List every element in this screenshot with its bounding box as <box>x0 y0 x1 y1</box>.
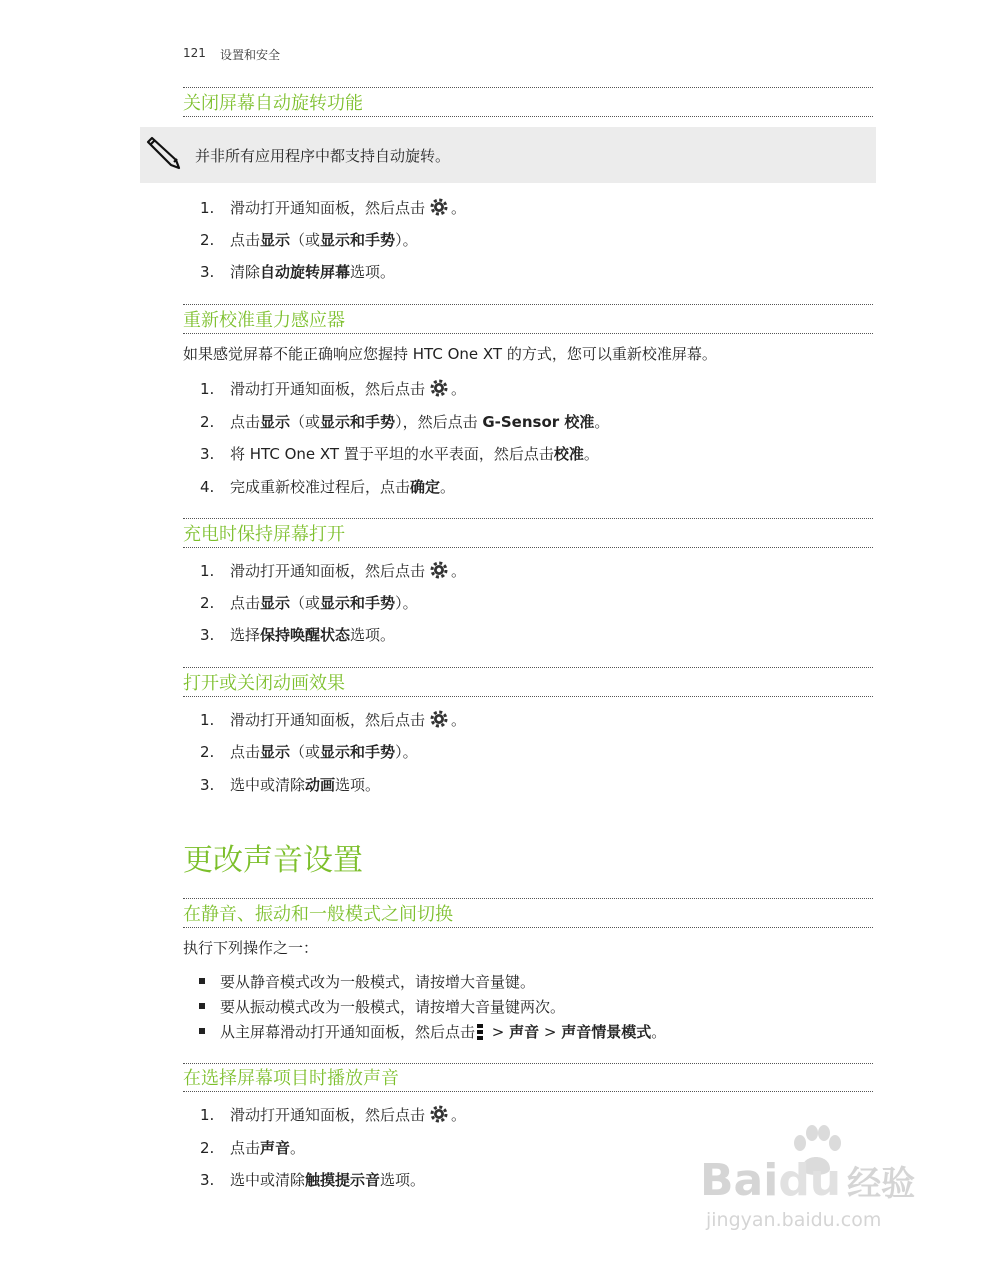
step-text: 选项。 <box>350 263 396 281</box>
ui-term: 显示和手势 <box>320 594 396 612</box>
step-text: 完成重新校准过程后，点击 <box>230 478 411 496</box>
list-item <box>200 774 380 796</box>
bullet-text: 。 <box>651 1023 667 1041</box>
step-text: 选项。 <box>350 626 396 644</box>
step-text: 将 HTC One XT 置于平坦的水平表面，然后点击 <box>230 445 554 463</box>
list-item <box>200 197 466 219</box>
list-item <box>200 411 609 433</box>
gear-icon <box>429 1104 449 1124</box>
divider <box>183 1091 873 1092</box>
step-number: 3. <box>200 776 215 794</box>
step-number: 3. <box>200 1171 215 1189</box>
step-text: 点击 <box>230 1139 261 1157</box>
bullet-text: 要从静音模式改为一般模式，请按增大音量键。 <box>220 973 536 991</box>
list-item <box>200 741 418 763</box>
step-text: 。 <box>451 562 467 580</box>
ui-term: 显示和手势 <box>320 231 396 249</box>
step-number: 3. <box>200 445 215 463</box>
list-item <box>200 476 455 498</box>
watermark-url: jingyan.baidu.com <box>706 1209 882 1231</box>
watermark <box>700 1125 940 1235</box>
step-text: ）。 <box>395 743 418 761</box>
step-text: ）。 <box>395 231 418 249</box>
step-text: 点击 <box>230 413 261 431</box>
vertical-dots-icon <box>477 1024 483 1040</box>
ui-term: 显示 <box>260 413 291 431</box>
step-number: 3. <box>200 626 215 644</box>
bullet-marker <box>199 1028 205 1034</box>
intro-text: 执行下列操作之一： <box>183 939 319 957</box>
step-text: 点击 <box>230 594 261 612</box>
step-text: 选中或清除 <box>230 1171 306 1189</box>
step-number: 2. <box>200 594 215 612</box>
step-text: 滑动打开通知面板，然后点击 <box>230 1106 426 1124</box>
step-text: 。 <box>451 199 467 217</box>
step-text: 点击 <box>230 743 261 761</box>
step-text: 。 <box>290 1139 306 1157</box>
step-text: （或 <box>290 594 321 612</box>
list-item <box>200 1104 466 1126</box>
list-item <box>200 229 418 251</box>
gear-icon <box>429 709 449 729</box>
step-text: 清除 <box>230 263 261 281</box>
ui-term: 显示和手势 <box>320 413 396 431</box>
step-text: 。 <box>451 1106 467 1124</box>
ui-term: 显示 <box>260 594 291 612</box>
ui-term: 声音情景模式 <box>561 1023 652 1041</box>
step-text: 滑动打开通知面板，然后点击 <box>230 199 426 217</box>
ui-term: G-Sensor 校准 <box>482 413 595 431</box>
gear-icon <box>429 560 449 580</box>
step-text: 滑动打开通知面板，然后点击 <box>230 380 426 398</box>
step-text: 。 <box>451 711 467 729</box>
bullet-item <box>199 971 535 993</box>
list-item <box>200 1137 305 1159</box>
step-number: 2. <box>200 413 215 431</box>
step-text: （或 <box>290 231 321 249</box>
list-item <box>200 709 466 731</box>
step-text: 滑动打开通知面板，然后点击 <box>230 562 426 580</box>
step-text: 选择 <box>230 626 261 644</box>
gear-icon <box>429 378 449 398</box>
list-item <box>200 560 466 582</box>
list-item <box>200 1169 425 1191</box>
divider <box>183 927 873 928</box>
step-text: 选项。 <box>335 776 381 794</box>
section-title: 充电时保持屏幕打开 <box>183 524 345 545</box>
step-text: 点击 <box>230 231 261 249</box>
pencil-icon <box>146 132 186 172</box>
ui-term: 自动旋转屏幕 <box>260 263 351 281</box>
step-text: ），然后点击 <box>395 413 483 431</box>
intro-text: 如果感觉屏幕不能正确响应您握持 HTC One XT 的方式，您可以重新校准屏幕。 <box>183 345 717 363</box>
note-text: 并非所有应用程序中都支持自动旋转。 <box>195 147 451 165</box>
separator: > <box>539 1023 562 1041</box>
divider <box>183 333 873 334</box>
ui-term: 动画 <box>305 776 336 794</box>
step-text: 选项。 <box>380 1171 426 1189</box>
step-number: 1. <box>200 199 215 217</box>
step-number: 1. <box>200 711 215 729</box>
list-item <box>200 261 395 283</box>
section-title: 重新校准重力感应器 <box>183 310 345 331</box>
step-number: 1. <box>200 380 215 398</box>
separator: > <box>487 1023 510 1041</box>
divider <box>183 518 873 519</box>
ui-term: 声音 <box>260 1139 291 1157</box>
list-item <box>200 624 395 646</box>
watermark-brand: Baidu 经验 <box>700 1155 916 1206</box>
page-number: 121 <box>183 46 206 60</box>
list-item <box>200 378 466 400</box>
ui-term: 确定 <box>410 478 441 496</box>
chapter-title: 更改声音设置 <box>183 843 363 878</box>
ui-term: 声音 <box>509 1023 540 1041</box>
step-text: 选中或清除 <box>230 776 306 794</box>
bullet-item <box>199 996 565 1018</box>
section-title: 在选择屏幕项目时播放声音 <box>183 1068 399 1089</box>
step-number: 1. <box>200 562 215 580</box>
divider <box>183 696 873 697</box>
bullet-text: 从主屏幕滑动打开通知面板，然后点击 <box>220 1023 476 1041</box>
step-number: 4. <box>200 478 215 496</box>
step-number: 2. <box>200 1139 215 1157</box>
ui-term: 保持唤醒状态 <box>260 626 351 644</box>
section-title: 在静音、振动和一般模式之间切换 <box>183 904 453 925</box>
step-number: 1. <box>200 1106 215 1124</box>
step-text: （或 <box>290 743 321 761</box>
bullet-marker <box>199 978 205 984</box>
section-title: 打开或关闭动画效果 <box>183 673 345 694</box>
step-number: 2. <box>200 231 215 249</box>
section-title: 关闭屏幕自动旋转功能 <box>183 93 363 114</box>
divider <box>183 116 873 117</box>
step-text: ）。 <box>395 594 418 612</box>
bullet-marker <box>199 1003 205 1009</box>
ui-term: 显示 <box>260 743 291 761</box>
divider <box>183 547 873 548</box>
ui-term: 显示 <box>260 231 291 249</box>
gear-icon <box>429 197 449 217</box>
step-text: 。 <box>440 478 456 496</box>
step-text: 。 <box>594 413 610 431</box>
bullet-text: 要从振动模式改为一般模式，请按增大音量键两次。 <box>220 998 566 1016</box>
step-text: （或 <box>290 413 321 431</box>
ui-term: 校准 <box>553 445 584 463</box>
step-text: 滑动打开通知面板，然后点击 <box>230 711 426 729</box>
running-header: 设置和安全 <box>220 48 281 62</box>
ui-term: 触摸提示音 <box>305 1171 381 1189</box>
divider <box>183 898 873 899</box>
divider <box>183 304 873 305</box>
ui-term: 显示和手势 <box>320 743 396 761</box>
divider <box>183 1063 873 1064</box>
step-number: 3. <box>200 263 215 281</box>
divider <box>183 667 873 668</box>
bullet-item <box>199 1021 666 1043</box>
list-item <box>200 592 418 614</box>
divider <box>183 87 873 88</box>
step-text: 。 <box>583 445 599 463</box>
step-text: 。 <box>451 380 467 398</box>
step-number: 2. <box>200 743 215 761</box>
list-item <box>200 443 599 465</box>
